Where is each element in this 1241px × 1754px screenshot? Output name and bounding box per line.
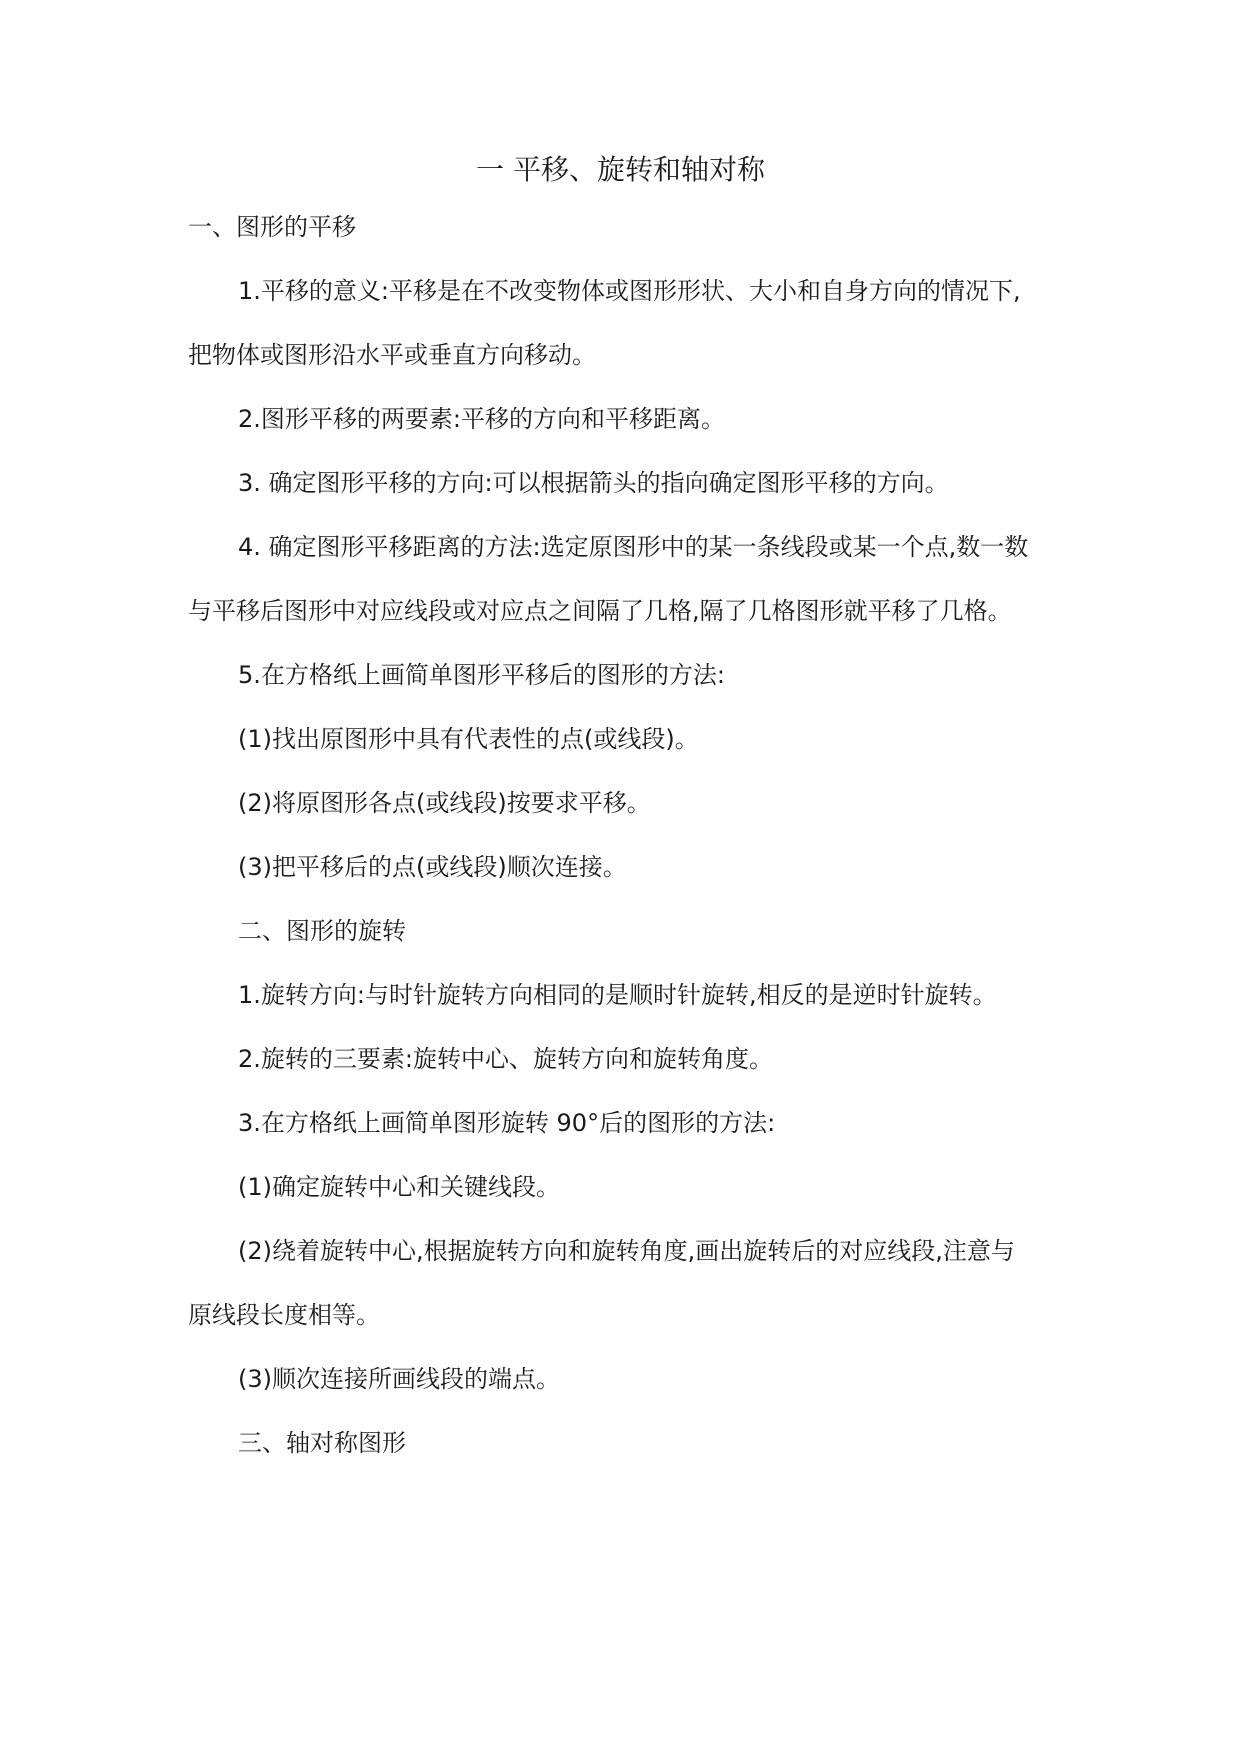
list-item: (3)把平移后的点(或线段)顺次连接。	[238, 853, 627, 881]
paragraph-line: 1.平移的意义:平移是在不改变物体或图形形状、大小和自身方向的情况下,	[238, 277, 1021, 305]
list-item: (2)将原图形各点(或线段)按要求平移。	[238, 789, 651, 817]
list-item: (1)找出原图形中具有代表性的点(或线段)。	[238, 725, 699, 753]
paragraph-line: 3. 确定图形平移的方向:可以根据箭头的指向确定图形平移的方向。	[238, 469, 949, 497]
section-heading-rotation: 二、图形的旋转	[238, 917, 406, 945]
paragraph-line: 原线段长度相等。	[188, 1301, 380, 1329]
section-heading-translation: 一、图形的平移	[188, 213, 356, 241]
list-item: (3)顺次连接所画线段的端点。	[238, 1365, 560, 1393]
paragraph-line: 5.在方格纸上画简单图形平移后的图形的方法:	[238, 661, 725, 689]
paragraph-line: 把物体或图形沿水平或垂直方向移动。	[188, 341, 596, 369]
paragraph-line: 1.旋转方向:与时针旋转方向相同的是顺时针旋转,相反的是逆时针旋转。	[238, 981, 997, 1009]
list-item: (2)绕着旋转中心,根据旋转方向和旋转角度,画出旋转后的对应线段,注意与	[238, 1237, 1015, 1265]
paragraph-line: 3.在方格纸上画简单图形旋转 90°后的图形的方法:	[238, 1109, 776, 1137]
paragraph-line: 2.旋转的三要素:旋转中心、旋转方向和旋转角度。	[238, 1045, 773, 1073]
document-title: 一 平移、旋转和轴对称	[476, 153, 765, 186]
paragraph-line: 2.图形平移的两要素:平移的方向和平移距离。	[238, 405, 725, 433]
paragraph-line: 与平移后图形中对应线段或对应点之间隔了几格,隔了几格图形就平移了几格。	[188, 597, 1012, 625]
list-item: (1)确定旋转中心和关键线段。	[238, 1173, 560, 1201]
section-heading-axial-symmetry: 三、轴对称图形	[238, 1429, 406, 1457]
paragraph-line: 4. 确定图形平移距离的方法:选定原图形中的某一条线段或某一个点,数一数	[238, 533, 1029, 561]
